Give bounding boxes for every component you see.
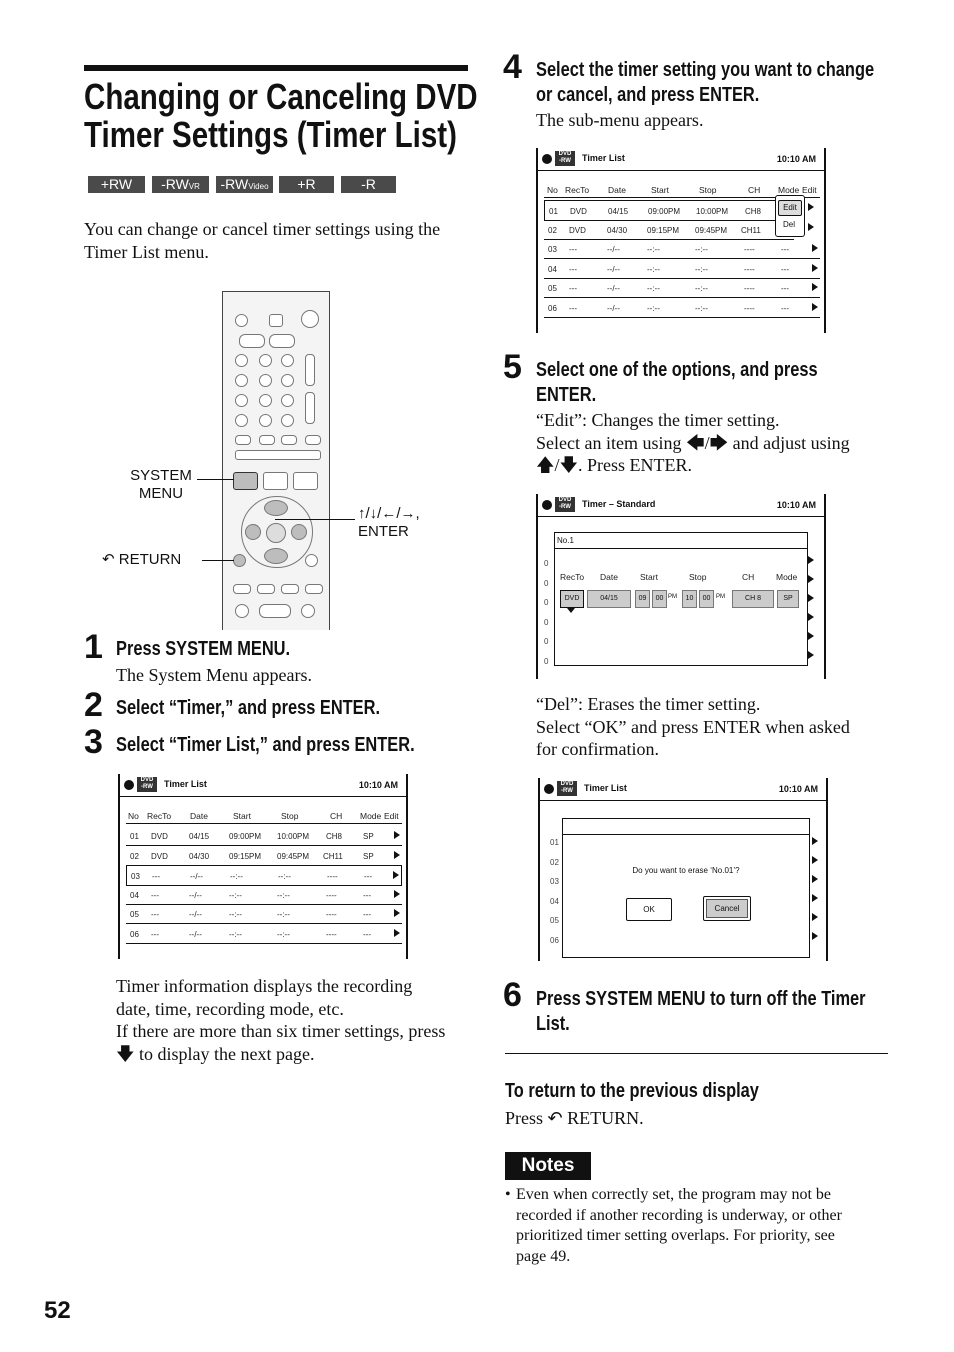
clock: 10:10 AM: [778, 784, 818, 794]
notes-bullet: •: [505, 1186, 511, 1203]
column-header: Stop: [699, 185, 717, 195]
screen-title: Timer List: [584, 783, 627, 793]
page-title: Changing or Canceling DVD Timer Settings (Timer List): [84, 76, 478, 155]
return-section-body: Press ↶ RETURN.: [505, 1108, 644, 1128]
arrow-right-icon: [812, 932, 818, 940]
cancel-button[interactable]: Cancel: [706, 899, 748, 918]
enter-button: [266, 523, 286, 543]
timer-number-label: No.1: [555, 533, 807, 549]
return-button: [233, 554, 246, 567]
edit-option-text: “Edit”: Changes the timer setting. Select an item using 🡄/🡆 and adjust using 🡅/🡇. Press ENTER.: [536, 410, 850, 475]
ok-button[interactable]: OK: [626, 898, 672, 921]
column-header: CH: [748, 185, 761, 195]
screen-title: Timer List: [582, 153, 625, 163]
step-number: 3: [84, 723, 103, 761]
format-badge-minus-rw-video: -RWVideo: [216, 176, 273, 193]
title-rule: [84, 65, 468, 71]
number-key-icon: [259, 374, 272, 387]
channel-rocker-icon: [305, 392, 315, 424]
section-rule: [505, 1053, 888, 1054]
step-heading: Press SYSTEM MENU to turn off the Timer List.: [536, 988, 866, 1035]
timer-list-submenu-screen: [536, 148, 826, 333]
recto-field[interactable]: DVD: [560, 590, 584, 608]
return-section-heading: To return to the previous display: [505, 1080, 759, 1102]
background-row-numbers: 0 0 0 0 0 0: [544, 559, 549, 666]
column-header: Date: [190, 811, 208, 821]
callout-line: [197, 479, 234, 480]
column-header: No: [128, 811, 139, 821]
number-key-icon: [235, 374, 248, 387]
dialog-title-bar: [563, 819, 809, 835]
transport-button: [301, 604, 315, 618]
table-row[interactable]: 04 --- --/-- --:-- --:-- ---- ---: [126, 885, 402, 905]
step-number: 5: [503, 348, 522, 386]
dvd-rw-badge: DVD -RW: [557, 781, 577, 796]
arrow-right-icon: [394, 851, 400, 859]
arrow-right-icon: [394, 831, 400, 839]
return-icon: ↶: [102, 551, 115, 568]
down-arrow-icon: [264, 548, 288, 564]
arrows-enter-label: ↑/↓/←/→, ENTER: [358, 505, 420, 540]
chevron-down-icon: [567, 608, 575, 613]
arrow-right-icon: [394, 909, 400, 917]
disc-icon: [542, 500, 552, 510]
screen-header: [538, 148, 824, 171]
stop-hour-field[interactable]: 10: [682, 590, 697, 608]
arrow-right-icon: [812, 244, 818, 252]
column-header: RecTo: [147, 811, 172, 821]
header-rule: [126, 823, 402, 824]
clock: 10:10 AM: [358, 780, 398, 790]
disc-icon: [542, 154, 552, 164]
remote-button-row: [235, 450, 321, 460]
return-icon: ↶: [547, 1108, 563, 1128]
table-row-selected[interactable]: 01 DVD 04/15 09:00PM 10:00PM CH8: [544, 200, 794, 221]
arrow-right-icon: [812, 303, 818, 311]
number-key-icon: [259, 394, 272, 407]
screen-header: [538, 494, 824, 517]
step-body: The sub-menu appears.: [536, 110, 704, 130]
arrow-right-icon: [812, 856, 818, 864]
column-header: CH: [742, 572, 755, 582]
format-badge-minus-rw-vr: -RWVR: [152, 176, 209, 193]
tv-icon: [269, 314, 283, 327]
column-header: No: [547, 185, 558, 195]
number-key-icon: [281, 394, 294, 407]
timer-edit-dialog: [554, 532, 808, 666]
column-header: Start: [651, 185, 669, 195]
arrow-right-icon: [812, 894, 818, 902]
remote-button: [281, 435, 297, 445]
table-row[interactable]: 01 DVD 04/15 09:00PM 10:00PM CH8 SP: [126, 826, 402, 846]
arrow-right-icon: [812, 913, 818, 921]
arrow-right-icon: [394, 929, 400, 937]
start-minute-field[interactable]: 00: [652, 590, 667, 608]
screen-title: Timer List: [164, 779, 207, 789]
system-menu-button: [233, 472, 258, 490]
arrow-right-icon: [808, 651, 814, 659]
column-header: Stop: [281, 811, 299, 821]
arrow-right-icon: [812, 264, 818, 272]
format-badge-minus-r: -R: [341, 176, 396, 193]
return-label: ↶ RETURN: [102, 551, 182, 568]
cancel-button-focus[interactable]: [703, 896, 751, 921]
column-header: Edit: [384, 811, 399, 821]
remote-button: [239, 334, 265, 348]
remote-button: [235, 435, 251, 445]
step-heading: Select “Timer List,” and press ENTER.: [116, 734, 415, 756]
step-number: 6: [503, 976, 522, 1014]
mode-field[interactable]: SP: [777, 590, 799, 608]
step-heading: Select the timer setting you want to change or cancel, and press ENTER.: [536, 59, 875, 106]
right-arrow-icon: [291, 524, 307, 540]
dvd-rw-badge: DVD -RW: [555, 151, 575, 166]
background-row-arrows: [808, 550, 814, 659]
eject-icon: [235, 314, 248, 327]
volume-rocker-icon: [305, 354, 315, 386]
disc-icon: [544, 784, 554, 794]
arrow-right-icon: [808, 223, 814, 231]
submenu-edit-option[interactable]: Edit: [778, 200, 802, 216]
arrow-right-icon: [808, 203, 814, 211]
clock: 10:10 AM: [776, 154, 816, 164]
column-header: Mode: [778, 185, 800, 195]
up-down-arrows-icon: 🡅/🡇: [536, 455, 579, 475]
column-header: Mode: [360, 811, 382, 821]
remote-button: [305, 554, 318, 567]
column-header: RecTo: [565, 185, 590, 195]
number-key-icon: [281, 374, 294, 387]
number-key-icon: [235, 414, 248, 427]
number-key-icon: [259, 354, 272, 367]
step-body: The System Menu appears.: [116, 665, 312, 685]
stop-minute-field[interactable]: 00: [699, 590, 714, 608]
arrow-right-icon: [808, 556, 814, 564]
stop-ampm: PM: [716, 594, 725, 600]
table-row-selected[interactable]: 03 --- --/-- --:-- --:-- ---- ---: [126, 865, 402, 886]
column-header: Mode: [776, 572, 798, 582]
arrow-right-icon: [812, 283, 818, 291]
number-key-icon: [281, 354, 294, 367]
start-hour-field[interactable]: 09: [635, 590, 650, 608]
arrow-right-icon: [808, 632, 814, 640]
confirm-message: Do you want to erase ‘No.01’?: [632, 866, 740, 875]
timer-info-text: Timer information displays the recording date, time, recording mode, etc. If there are more than six timer settings, press 🡇 to display the next page.: [116, 976, 446, 1064]
date-field[interactable]: 04/15: [587, 590, 631, 608]
format-badge-plus-rw: +RW: [88, 176, 145, 193]
arrow-right-icon: [808, 594, 814, 602]
arrow-right-icon: [812, 875, 818, 883]
left-right-arrows-icon: 🡄/🡆: [685, 432, 729, 453]
down-arrow-icon: 🡇: [116, 1043, 135, 1064]
table-row[interactable]: 02 DVD 04/30 09:15PM 09:45PM CH11: [544, 220, 794, 240]
remote-button: [269, 334, 295, 348]
screen-title: Timer – Standard: [582, 499, 656, 509]
column-header: Edit: [802, 185, 817, 195]
column-header: Start: [233, 811, 251, 821]
confirm-dialog: [562, 818, 810, 958]
dvd-rw-badge: DVD -RW: [137, 777, 157, 792]
disc-icon: [124, 780, 134, 790]
power-icon: [301, 310, 319, 328]
arrow-right-icon: [808, 613, 814, 621]
transport-button: [305, 584, 323, 594]
remote-button: [263, 472, 288, 490]
column-header: RecTo: [560, 572, 585, 582]
format-badge-plus-r: +R: [279, 176, 334, 193]
table-row[interactable]: 05 --- --/-- --:-- --:-- ---- ---: [544, 278, 820, 298]
table-row[interactable]: 02 DVD 04/30 09:15PM 09:45PM CH11 SP: [126, 846, 402, 866]
erase-confirm-screen: [538, 778, 828, 961]
callout-line: [202, 560, 234, 561]
transport-button: [235, 604, 249, 618]
step-number: 1: [84, 628, 103, 666]
arrow-right-icon: [812, 837, 818, 845]
remote-button: [305, 435, 321, 445]
timer-standard-screen: [536, 494, 826, 679]
remote-button: [259, 435, 275, 445]
transport-button: [257, 584, 275, 594]
number-key-icon: [259, 414, 272, 427]
table-row[interactable]: 03 --- --/-- --:-- --:-- ---- ---: [544, 239, 820, 259]
table-row[interactable]: 05 --- --/-- --:-- --:-- ---- ---: [126, 904, 402, 924]
page-number: 52: [44, 1297, 71, 1324]
clock: 10:10 AM: [776, 500, 816, 510]
callout-line: [275, 519, 355, 520]
column-header: Stop: [689, 572, 707, 582]
transport-button: [233, 584, 251, 594]
column-header: Start: [640, 572, 658, 582]
start-ampm: PM: [668, 594, 677, 600]
left-arrow-icon: [245, 524, 261, 540]
submenu-popup: [775, 195, 805, 237]
system-menu-label: SYSTEM MENU: [130, 467, 192, 502]
background-row-arrows: [812, 833, 818, 940]
play-button: [259, 604, 291, 618]
submenu-del-option[interactable]: Del: [782, 220, 795, 229]
arrow-right-icon: [808, 575, 814, 583]
table-row[interactable]: 06 --- --/-- --:-- --:-- ---- ---: [544, 298, 820, 318]
screen-header: [540, 778, 826, 801]
step-heading: Select one of the options, and press ENTER.: [536, 359, 818, 406]
intro-text: You can change or cancel timer settings using the Timer List menu.: [84, 219, 441, 262]
column-header: Date: [600, 572, 618, 582]
step-heading: Select “Timer,” and press ENTER.: [116, 697, 381, 719]
remote-button: [293, 472, 318, 490]
step-number: 4: [503, 48, 522, 86]
number-key-icon: [281, 414, 294, 427]
timer-list-screen: [118, 774, 408, 959]
up-arrow-icon: [264, 500, 288, 516]
del-option-text: “Del”: Erases the timer setting. Select “OK” and press ENTER when asked for confirmation.: [536, 694, 850, 759]
arrow-right-icon: [393, 871, 399, 879]
dvd-rw-badge: DVD -RW: [555, 497, 575, 512]
transport-button: [281, 584, 299, 594]
remote-control-illustration: [222, 291, 330, 630]
table-row[interactable]: 04 --- --/-- --:-- --:-- ---- ---: [544, 259, 820, 279]
number-key-icon: [235, 354, 248, 367]
channel-field[interactable]: CH 8: [732, 590, 774, 608]
column-header: Date: [608, 185, 626, 195]
arrow-right-icon: [394, 890, 400, 898]
step-heading: Press SYSTEM MENU.: [116, 638, 291, 660]
table-row[interactable]: 06 --- --/-- --:-- --:-- ---- ---: [126, 924, 402, 944]
step-number: 2: [84, 686, 103, 724]
background-row-numbers: 01 02 03 04 05 06: [550, 838, 559, 945]
notes-tag: Notes: [505, 1152, 591, 1180]
column-header: CH: [330, 811, 343, 821]
screen-header: [120, 774, 406, 797]
number-key-icon: [235, 394, 248, 407]
notes-text: Even when correctly set, the program may not be recorded if another recording is underway, or other prioritized timer setting overlaps. For priority, see page 49.: [516, 1186, 842, 1265]
